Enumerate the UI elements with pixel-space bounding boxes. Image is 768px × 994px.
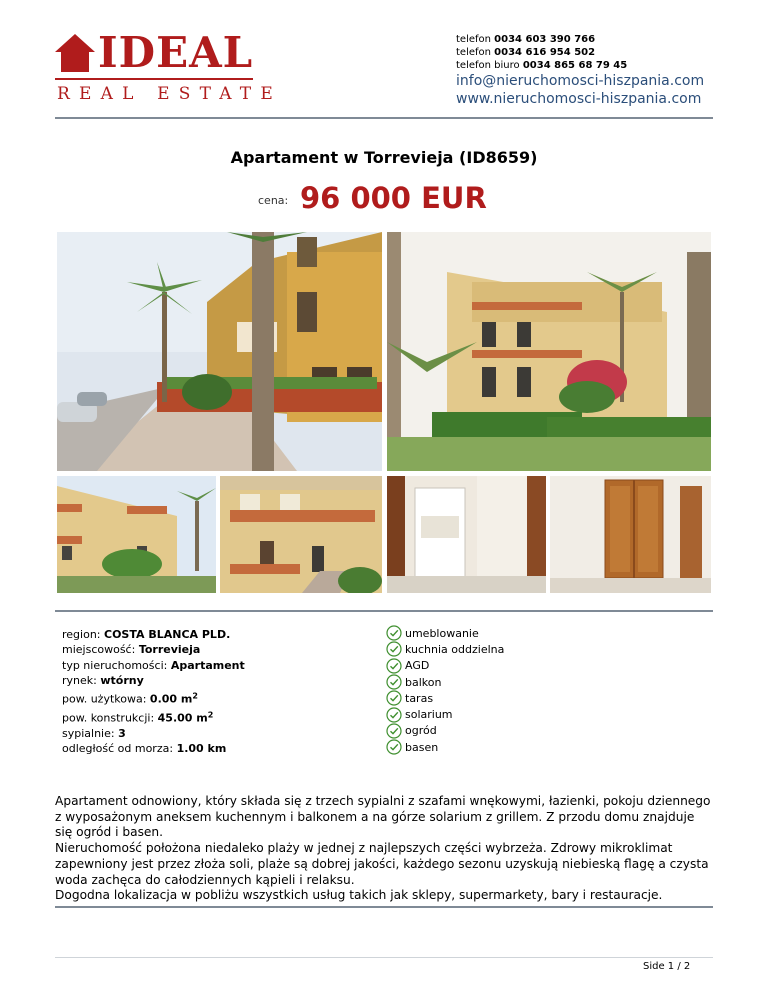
detail-city: miejscowość: Torrevieja	[62, 643, 201, 657]
footer-divider	[55, 957, 713, 958]
description-paragraph: Apartament odnowiony, który składa się z trzech sypialni z szafami wnękowymi, łazienki, pokoju dziennego z wyposażonym aneksem kuchennym i balkonem a na górze solarium z grillem. Z przodu domu znajduje się ogród i basen.	[55, 794, 711, 840]
header-divider	[55, 117, 713, 119]
check-icon	[386, 690, 402, 706]
phone-line-2	[456, 46, 595, 59]
listing-title: Apartament w Torrevieja (ID8659)	[230, 148, 538, 167]
check-icon	[386, 739, 402, 755]
logo-tagline: REAL ESTATE	[57, 84, 282, 104]
logo-divider	[55, 78, 253, 80]
property-photo-street[interactable]	[57, 232, 382, 471]
detail-bedrooms: sypialnie: 3	[62, 727, 126, 741]
website-link[interactable]: www.nieruchomosci-hiszpania.com	[456, 91, 702, 107]
description-paragraph: Dogodna lokalizacja w pobliżu wszystkich usług takich jak sklepy, supermarkety, bary i restauracje.	[55, 888, 663, 903]
feature-list	[386, 625, 504, 755]
logo-wordmark: IDEAL	[98, 28, 254, 77]
feature-item: basen	[386, 739, 504, 755]
feature-item: AGD	[386, 658, 504, 674]
feature-item: kuchnia oddzielna	[386, 641, 504, 657]
description-paragraph: Nieruchomość położona niedaleko plaży w jednej z najlepszych części wybrzeża. Zdrowy mikroklimat zapewniony jest przez złoża soli, plaże są dobrej jakości, każdego sezonu uzyskują niebieską flagę a czysta woda zachęca do całodziennych kąpieli i relaksu.	[55, 841, 709, 887]
detail-region: region: COSTA BLANCA PLD.	[62, 628, 231, 641]
phone-line-1	[456, 33, 595, 46]
email-link[interactable]: info@nieruchomosci-hiszpania.com	[456, 73, 705, 89]
detail-market: rynek: wtórny	[62, 673, 144, 687]
check-icon	[386, 625, 402, 641]
property-photo-front[interactable]	[220, 476, 382, 593]
detail-usable-area: pow. użytkowa: 0.00 $m^2$	[62, 691, 198, 706]
property-description	[55, 794, 715, 904]
phone-label: telefon biuro	[456, 60, 520, 71]
phone-number: 0034 616 954 502	[494, 47, 596, 58]
phone-number: 0034 865 68 79 45	[522, 60, 628, 71]
feature-item: taras	[386, 690, 504, 706]
price-value: 96 000 EUR	[300, 181, 487, 215]
check-icon	[386, 707, 402, 723]
phone-number: 0034 603 390 766	[494, 34, 596, 45]
phone-label: telefon	[456, 34, 491, 45]
feature-item: balkon	[386, 674, 504, 690]
detail-type: typ nieruchomości: Apartament	[62, 658, 245, 672]
check-icon	[386, 658, 402, 674]
page-number: Side 1 / 2	[643, 961, 691, 972]
photos-divider	[55, 610, 713, 612]
feature-item: umeblowanie	[386, 625, 504, 641]
property-photo-interior-window[interactable]	[387, 476, 546, 593]
feature-item: ogród	[386, 723, 504, 739]
property-photo-interior-wardrobe[interactable]	[550, 476, 711, 593]
detail-construction-area: pow. konstrukcji: 45.00 $m^2$	[62, 710, 214, 725]
phone-line-3	[456, 59, 627, 72]
price-label: cena:	[258, 194, 289, 207]
phone-label: telefon	[456, 47, 491, 58]
logo-house-icon	[55, 34, 95, 72]
property-details	[62, 627, 245, 757]
check-icon	[386, 674, 402, 690]
check-icon	[386, 641, 402, 657]
detail-sea-distance: odległość od morza: 1.00 km	[62, 742, 227, 756]
check-icon	[386, 723, 402, 739]
property-photo-garden[interactable]	[387, 232, 711, 471]
description-divider	[55, 906, 713, 908]
property-photo-exterior-side[interactable]	[57, 476, 216, 593]
feature-item: solarium	[386, 706, 504, 722]
